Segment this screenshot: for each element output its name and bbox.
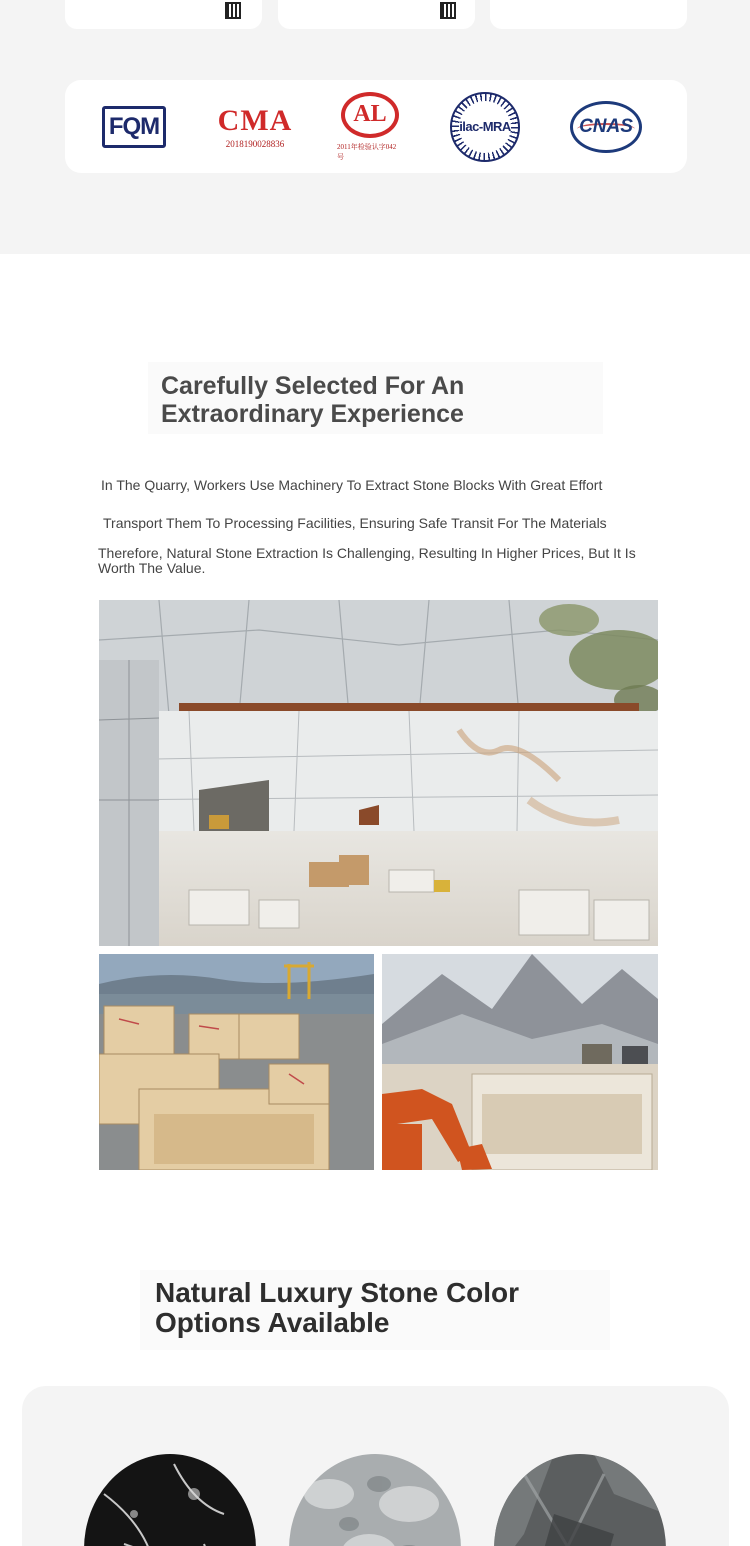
fqm-logo-text: FQM xyxy=(108,112,160,140)
cal-logo-text: AL xyxy=(353,101,387,127)
certificate-card xyxy=(490,0,687,29)
qr-code-icon xyxy=(225,2,241,19)
grey-marble-swatch[interactable] xyxy=(289,1454,461,1546)
excavator-quarry-photo xyxy=(382,954,658,1170)
certificate-card xyxy=(65,0,262,29)
quarry-photo xyxy=(99,600,658,946)
cal-logo-number: 2011年检验认字042号 xyxy=(337,142,397,161)
black-marble-swatch[interactable] xyxy=(84,1454,256,1546)
ilac-mra-logo-icon xyxy=(450,80,520,173)
ilac-mra-logo-text: ilac-MRA xyxy=(459,119,511,134)
color-section-title: Natural Luxury Stone Color Options Available xyxy=(155,1277,520,1338)
cal-logo-icon xyxy=(337,80,403,173)
cma-logo-text: MA xyxy=(240,103,293,137)
stone-color-panel xyxy=(22,1386,729,1546)
accreditation-logo-strip xyxy=(65,80,687,173)
certificate-card xyxy=(278,0,475,29)
cnas-logo-icon xyxy=(570,80,642,173)
qr-code-icon xyxy=(440,2,456,19)
quarry-section-title: Carefully Selected For An Extraordinary Experience xyxy=(161,372,465,428)
quarry-paragraph: Therefore, Natural Stone Extraction Is Challenging, Resulting In Higher Prices, But It Is Worth The Value. xyxy=(98,545,636,576)
stone-blocks-port-photo xyxy=(99,954,374,1170)
fqm-logo-icon xyxy=(102,80,166,173)
dark-grey-marble-swatch[interactable] xyxy=(494,1454,666,1546)
certificate-section xyxy=(0,0,750,254)
cnas-logo-text: CNAS xyxy=(579,115,633,137)
quarry-paragraph: In The Quarry, Workers Use Machinery To Extract Stone Blocks With Great Effort xyxy=(101,477,603,493)
cma-logo-number: 2018190028836 xyxy=(225,138,285,149)
cma-logo-icon: CMA 2018190028836 xyxy=(217,103,293,149)
quarry-paragraph: Transport Them To Processing Facilities, Ensuring Safe Transit For The Materials xyxy=(103,515,607,531)
